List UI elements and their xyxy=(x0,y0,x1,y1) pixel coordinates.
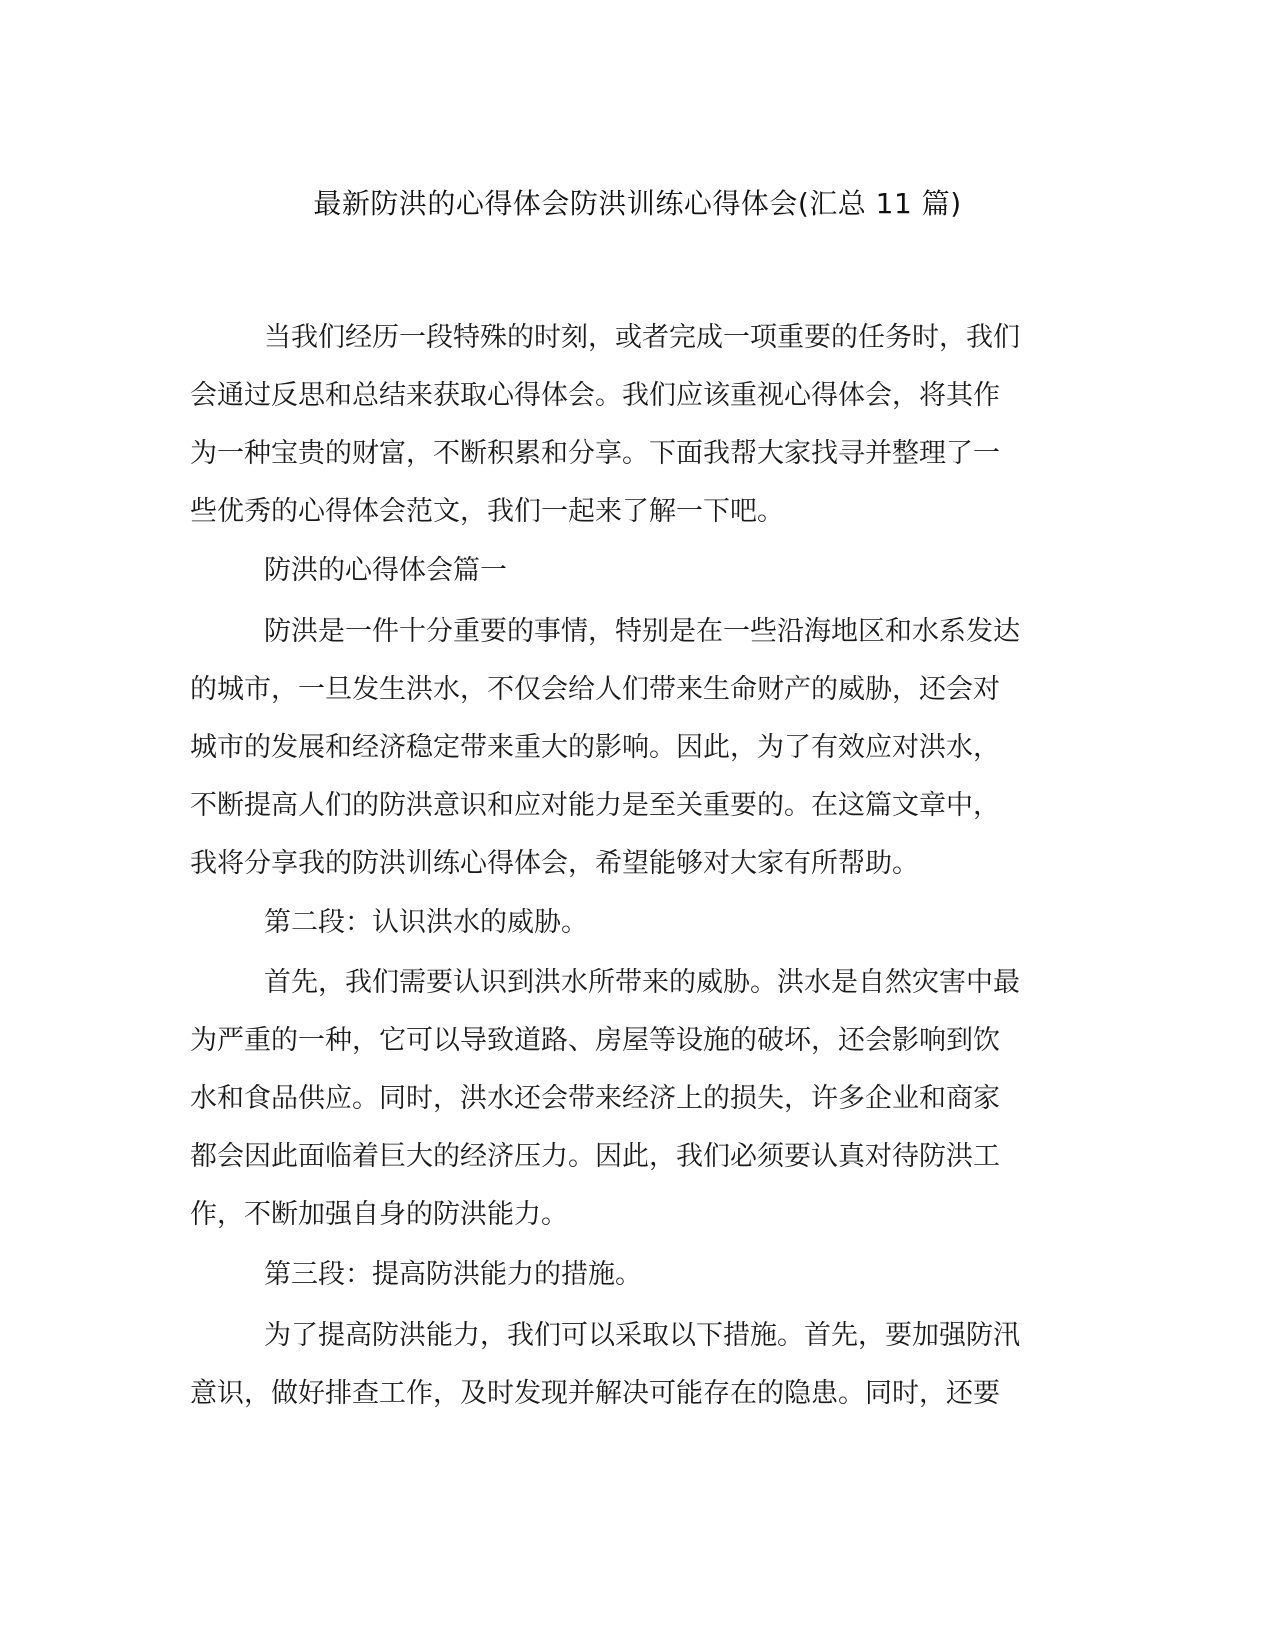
paragraph-line: 会通过反思和总结来获取心得体会。我们应该重视心得体会，将其作 xyxy=(190,380,1000,411)
paragraph-line: 些优秀的心得体会范文，我们一起来了解一下吧。 xyxy=(190,496,784,527)
paragraph-line: 不断提高人们的防洪意识和应对能力是至关重要的。在这篇文章中， xyxy=(190,790,1000,821)
paragraph-line: 的城市，一旦发生洪水，不仅会给人们带来生命财产的威胁，还会对 xyxy=(190,674,1000,705)
paragraph-line: 为了提高防洪能力，我们可以采取以下措施。首先，要加强防汛 xyxy=(264,1320,1020,1351)
paragraph-line: 防洪是一件十分重要的事情，特别是在一些沿海地区和水系发达 xyxy=(264,616,1020,647)
paragraph-line: 意识，做好排查工作，及时发现并解决可能存在的隐患。同时，还要 xyxy=(190,1378,1000,1409)
paragraph-line: 首先，我们需要认识到洪水所带来的威胁。洪水是自然灾害中最 xyxy=(264,967,1020,998)
paragraph-line: 城市的发展和经济稳定带来重大的影响。因此，为了有效应对洪水， xyxy=(190,732,1000,763)
paragraph-line: 当我们经历一段特殊的时刻，或者完成一项重要的任务时，我们 xyxy=(264,322,1020,353)
paragraph-line: 我将分享我的防洪训练心得体会，希望能够对大家有所帮助。 xyxy=(190,848,919,879)
paragraph-line: 水和食品供应。同时，洪水还会带来经济上的损失，许多企业和商家 xyxy=(190,1083,1000,1114)
section-heading: 防洪的心得体会篇一 xyxy=(264,555,507,586)
document-title: 最新防洪的心得体会防洪训练心得体会(汇总 11 篇) xyxy=(313,187,962,220)
paragraph-line: 都会因此面临着巨大的经济压力。因此，我们必须要认真对待防洪工 xyxy=(190,1141,1000,1172)
paragraph-line: 为一种宝贵的财富，不断积累和分享。下面我帮大家找寻并整理了一 xyxy=(190,438,1000,469)
section-heading: 第二段：认识洪水的威胁。 xyxy=(264,907,588,938)
paragraph-line: 为严重的一种，它可以导致道路、房屋等设施的破坏，还会影响到饮 xyxy=(190,1025,1000,1056)
paragraph-line: 作，不断加强自身的防洪能力。 xyxy=(190,1199,568,1230)
section-heading: 第三段：提高防洪能力的措施。 xyxy=(264,1259,642,1290)
